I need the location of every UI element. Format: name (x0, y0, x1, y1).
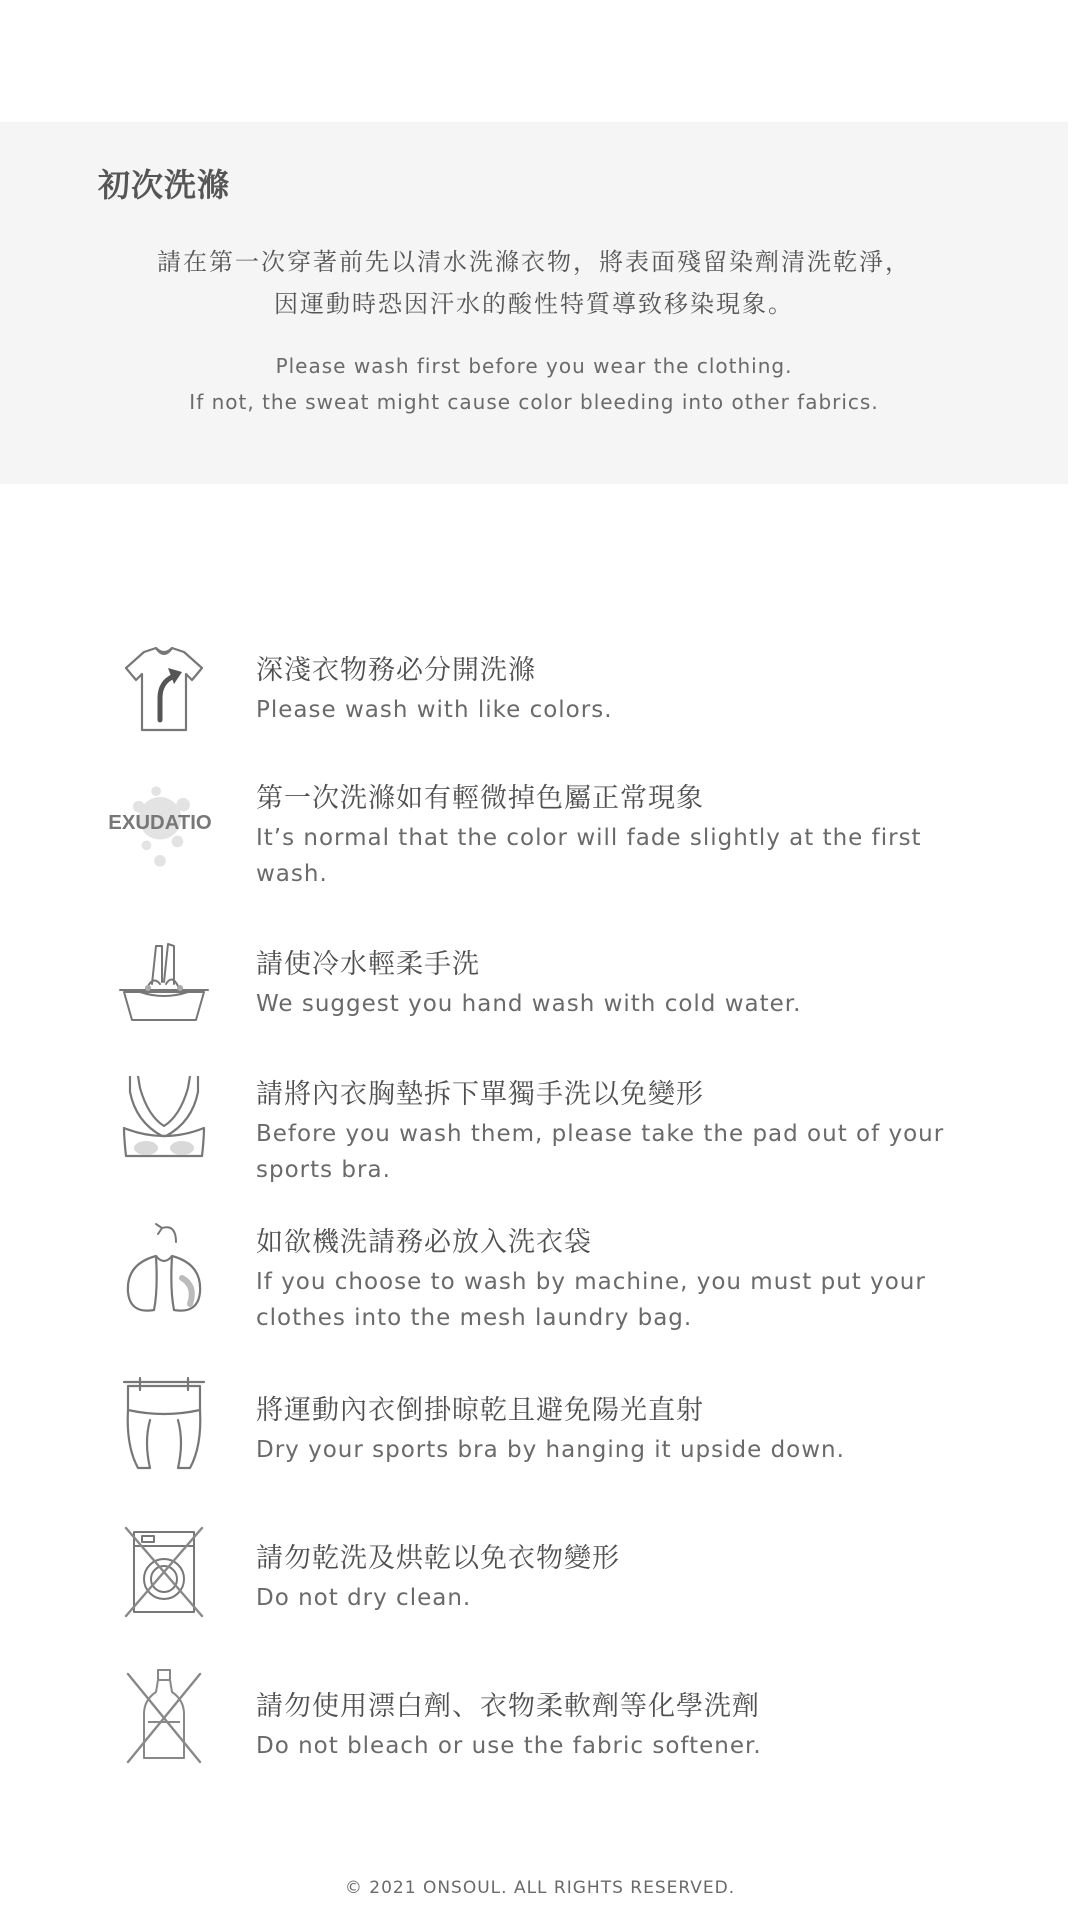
copyright-footer: © 2021 ONSOUL. ALL RIGHTS RESERVED. (344, 1878, 736, 1898)
care-item-zh: 如欲機洗請務必放入洗衣袋 (256, 1227, 592, 1258)
care-item-zh: 將運動內衣倒掛晾乾且避免陽光直射 (256, 1395, 704, 1426)
care-item-zh: 第一次洗滌如有輕微掉色屬正常現象 (256, 783, 704, 814)
care-item-zh: 請勿使用漂白劑、衣物柔軟劑等化學洗劑 (256, 1691, 760, 1722)
care-item-en: Please wash with like colors. (256, 697, 613, 723)
care-item-zh: 請將內衣胸墊拆下單獨手洗以免變形 (256, 1079, 704, 1110)
care-item-en: Do not dry clean. (256, 1585, 472, 1611)
care-item-zh: 深淺衣物務必分開洗滌 (256, 655, 536, 686)
exudatio-icon (100, 776, 220, 876)
first-wash-section (0, 122, 1068, 484)
care-item-en: If you choose to wash by machine, you must put your clothes into the mesh laundry bag. (256, 1269, 926, 1331)
intro-english-line-2: If not, the sweat might cause color bleeding into other fabrics. (189, 390, 879, 414)
care-item-en: Dry your sports bra by hanging it upside down. (256, 1437, 845, 1463)
no-dry-clean-machine-icon (104, 1522, 224, 1622)
no-bleach-bottle-icon (104, 1666, 224, 1766)
intro-chinese-line-2: 因運動時恐因汗水的酸性特質導致移染現象。 (274, 290, 794, 318)
care-item-en: Do not bleach or use the fabric softener. (256, 1733, 762, 1759)
hang-upside-down-icon (104, 1376, 224, 1476)
hand-wash-basin-icon (104, 934, 224, 1034)
care-item-en: It’s normal that the color will fade slightly at the first wash. (256, 825, 922, 887)
intro-chinese-line-1: 請在第一次穿著前先以清水洗滌衣物，將表面殘留染劑清洗乾淨， (157, 248, 911, 276)
care-item-en: We suggest you hand wash with cold water. (256, 991, 802, 1017)
svg-text:EXUDATIO: EXUDATIO (108, 811, 212, 834)
care-item-en: Before you wash them, please take the pad out of your sports bra. (256, 1121, 945, 1183)
section-title: 初次洗滌 (98, 166, 231, 204)
care-item-zh: 請勿乾洗及烘乾以免衣物變形 (256, 1543, 620, 1574)
tshirt-arrow-icon (104, 638, 224, 738)
care-item-zh: 請使冷水輕柔手洗 (256, 949, 480, 980)
laundry-bag-icon (104, 1220, 224, 1320)
intro-english-line-1: Please wash first before you wear the clothing. (275, 354, 793, 378)
sports-bra-pads-icon (104, 1066, 224, 1166)
